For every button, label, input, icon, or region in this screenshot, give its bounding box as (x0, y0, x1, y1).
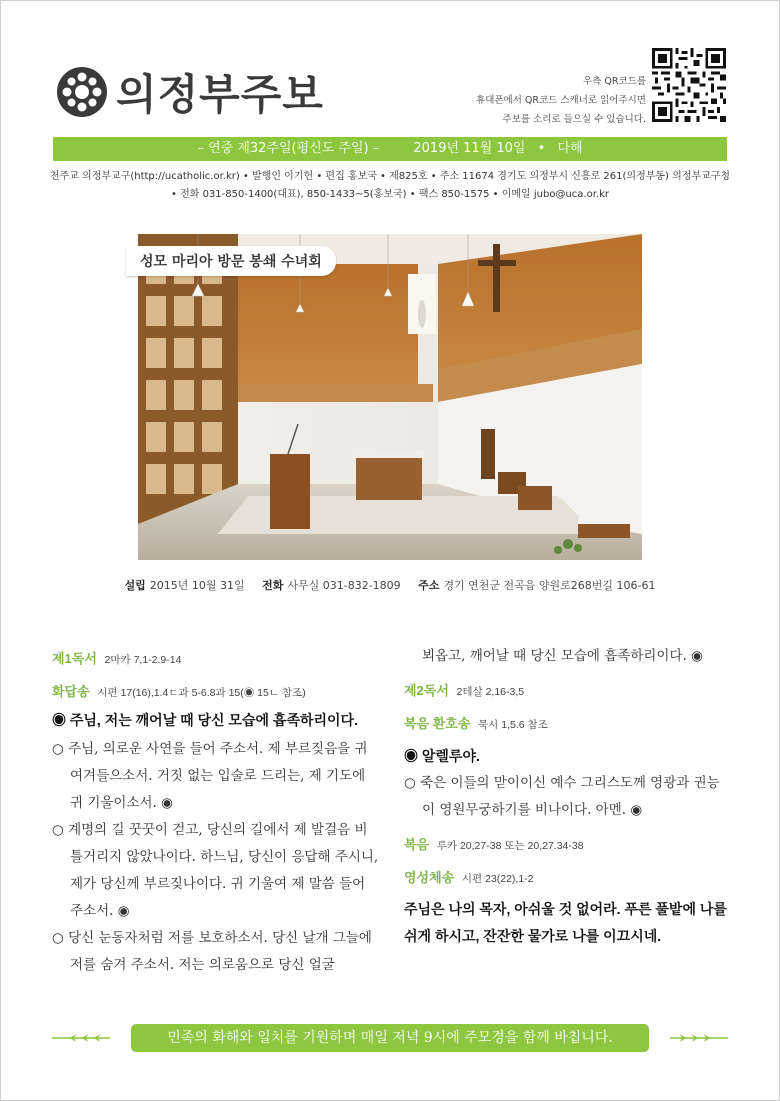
liturgical-day: – 연중 제32주일(평신도 주일) – (197, 141, 380, 156)
communion-heading (404, 867, 730, 886)
phone-value: 사무실 031-832-1809 (287, 579, 401, 592)
psalm-verse-2: ○ 계명의 길 꿋꿋이 걷고, 당신의 길에서 제 발걸음 비틀거리지 않았나이다. 하느님, 당신이 응답해 주시니, 제가 당신께 부르짖나이다. 귀 기울여 제 말씀 들어 주소서. ◉ (52, 822, 379, 919)
founded-label: 설립 (124, 579, 146, 592)
gospel-title: 복음 (404, 837, 430, 852)
second-reading-ref: 2테살 2,16-3,5 (456, 686, 525, 698)
gospel-acclamation-title: 복음 환호송 (404, 716, 471, 731)
issue-date: 2019년 11월 10일 (413, 141, 526, 156)
publisher-info-line1: 천주교 의정부교구(http://ucatholic.or.kr) • 발행인 이기헌 • 편집 홍보국 • 제825호 • 주소 11674 경기도 의정부시 신흥로 261(의정부동) 의정부교구청 (49, 171, 731, 182)
gospel-ref: 루카 20,27-38 또는 20,27.34-38 (436, 840, 584, 852)
qr-instructions (386, 72, 646, 129)
first-reading-title: 제1독서 (52, 651, 97, 666)
second-reading-heading (404, 680, 730, 699)
founded-value: 2015년 10월 31일 (149, 579, 245, 592)
qr-text-line: 주보를 소리로 들으실 수 있습니다. (502, 114, 646, 125)
psalm-verse-3-continued: 뵈옵고, 깨어날 때 당신 모습에 흡족하리이다. ◉ (422, 648, 703, 664)
psalm-heading (52, 681, 380, 700)
first-reading-heading (52, 648, 380, 667)
right-column (404, 648, 730, 950)
liturgical-year: 다해 (557, 141, 583, 156)
communion-ref: 시편 23(22),1-2 (461, 873, 534, 885)
newsletter-title: 의정부주보 (116, 70, 324, 119)
liturgical-info-bar (53, 137, 727, 161)
gospel-acclamation-ref: 묵시 1,5.6 참조 (478, 719, 548, 731)
second-reading-title: 제2독서 (404, 683, 449, 698)
psalm-verse-3: ○ 당신 눈동자처럼 저를 보호하소서. 당신 날개 그늘에 저를 숨겨 주소서. 저는 의로움으로 당신 얼굴 (52, 930, 372, 973)
address-value: 경기 연천군 전곡읍 양원로268번길 106-61 (443, 579, 656, 592)
communion-title: 영성체송 (404, 870, 455, 885)
community-name-label: 성모 마리아 방문 봉쇄 수녀회 (126, 246, 336, 276)
address-label: 주소 (418, 579, 440, 592)
gospel-acclamation-heading (404, 713, 730, 732)
first-reading-ref: 2마카 7,1-2.9-14 (104, 654, 182, 666)
publisher-info-line2: • 전화 031-850-1400(대표), 850-1433~5(홍보국) • 팩스 850-1575 • 이메일 jubo@uca.or.kr (171, 189, 609, 200)
chapel-photo (138, 234, 642, 560)
diocese-logo-icon (56, 66, 108, 118)
separator-dot: • (537, 141, 546, 156)
psalm-response: ◉ 주님, 저는 깨어날 때 당신 모습에 흡족하리이다. (52, 712, 358, 728)
alleluia: ◉ 알렐루야. (404, 748, 480, 764)
psalm-title: 화답송 (52, 684, 90, 699)
psalm-ref: 시편 17(16),1.4ㄷ과 5-6.8과 15(◉ 15ㄴ 참조) (97, 687, 306, 699)
communion-antiphon: 주님은 나의 목자, 아쉬울 것 없어라. 푸른 풀밭에 나를 쉬게 하시고, 잔잔한 물가로 나를 이끄시네. (404, 901, 727, 944)
qr-text-line: 우측 QR코드를 (583, 76, 646, 87)
left-leaf-ornament-icon (52, 1031, 112, 1045)
left-column (52, 648, 380, 979)
qr-code-icon[interactable] (652, 48, 726, 122)
footer-prayer-banner: 민족의 화해와 일치를 기원하며 매일 저녁 9시에 주모경을 함께 바칩니다. (131, 1024, 649, 1052)
right-leaf-ornament-icon (668, 1031, 728, 1045)
acclamation-verse: ○ 죽은 이들의 맏이이신 예수 그리스도께 영광과 권능이 영원무궁하기를 비나이다. 아멘. ◉ (404, 775, 720, 818)
gospel-heading (404, 834, 730, 853)
phone-label: 전화 (262, 579, 284, 592)
psalm-verse-1: ○ 주님, 의로운 사연을 들어 주소서. 제 부르짖음을 귀여겨들으소서. 거짓 없는 입술로 드리는, 제 기도에 귀 기울이소서. ◉ (52, 741, 368, 811)
qr-text-line: 휴대폰에서 QR코드 스캐너로 읽어주시면 (476, 95, 646, 106)
photo-caption (0, 577, 780, 593)
